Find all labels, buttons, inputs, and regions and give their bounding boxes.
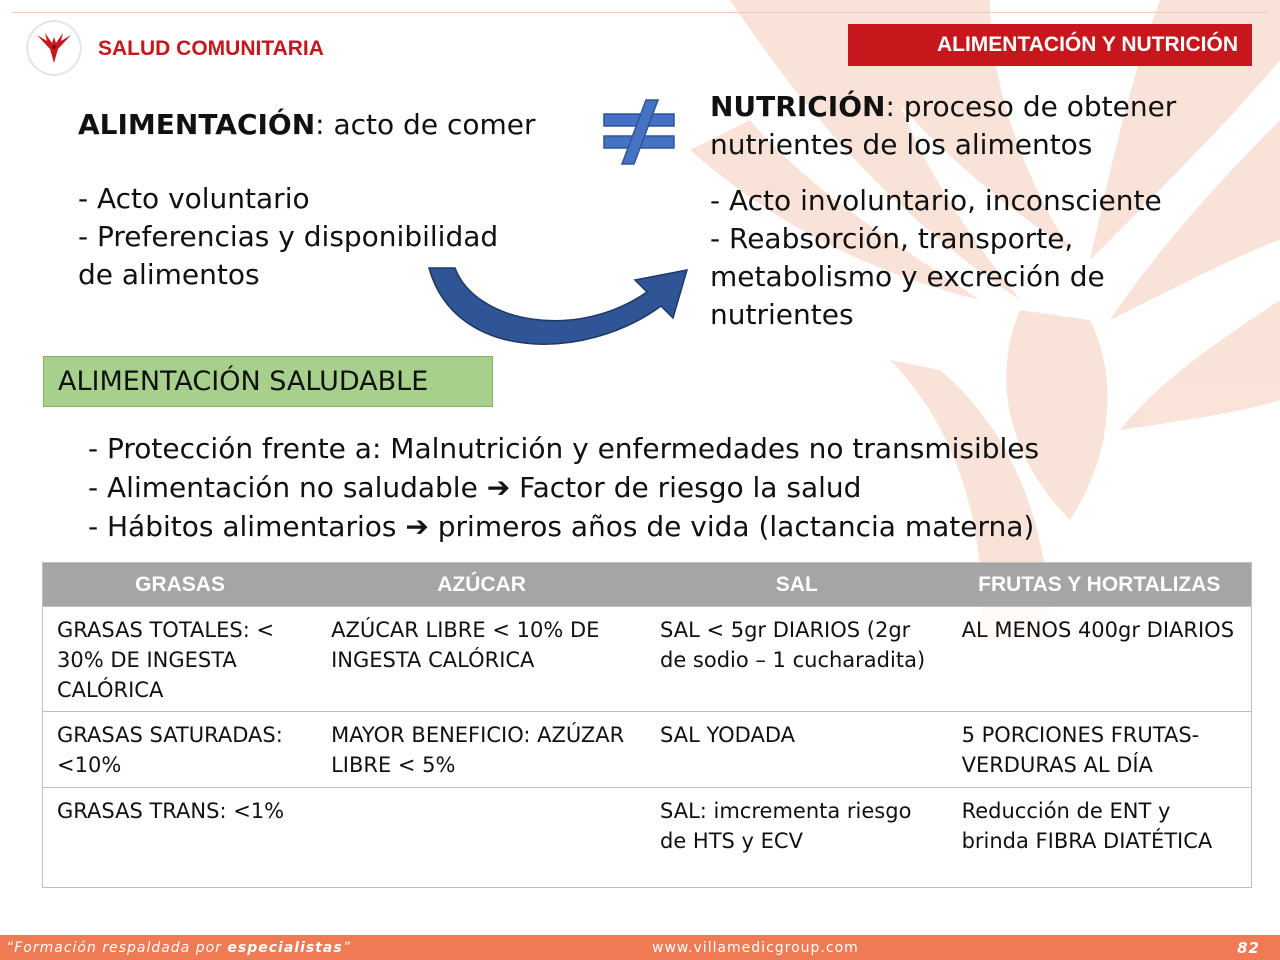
bullet-text-continued: primeros años de vida (lactancia materna) — [437, 510, 1035, 543]
nutrition-guidelines-table — [42, 562, 1252, 888]
table-cell: GRASAS SATURADAS: <10% — [43, 712, 318, 788]
table-cell: MAYOR BENEFICIO: AZÚZAR LIBRE < 5% — [317, 712, 646, 788]
nutricion-term: NUTRICIÓN — [710, 90, 886, 123]
footer-tagline-bold: especialistas — [227, 940, 343, 956]
nutricion-definition-line1: : proceso de obtener — [885, 90, 1177, 123]
footer-url[interactable]: www.villamedicgroup.com — [652, 940, 859, 956]
table-cell: AL MENOS 400gr DIARIOS — [948, 607, 1252, 712]
column-header: AZÚCAR — [317, 563, 646, 607]
column-header: FRUTAS Y HORTALIZAS — [948, 563, 1252, 607]
right-arrow-icon: ➔ — [486, 471, 511, 504]
list-item: de alimentos — [78, 258, 260, 291]
footer-bar — [0, 935, 1280, 960]
footer-tagline-prefix: “Formación respaldada por — [6, 940, 228, 956]
nutricion-definition-line2: nutrientes de los alimentos — [710, 128, 1093, 161]
list-item — [88, 468, 1039, 507]
alimentacion-term: ALIMENTACIÓN — [78, 108, 316, 141]
topic-banner — [848, 24, 1252, 66]
table-row — [43, 607, 1252, 712]
table-header-row — [43, 563, 1252, 607]
table-cell: GRASAS TOTALES: < 30% DE INGESTA CALÓRICA — [43, 607, 318, 712]
alimentacion-definition-text: : acto de comer — [315, 108, 536, 141]
header-rule — [12, 12, 1268, 14]
bullet-text: - Alimentación no saludable — [88, 471, 478, 504]
footer-tagline-suffix: ” — [342, 940, 351, 956]
curved-arrow-icon — [425, 262, 695, 352]
table-cell — [317, 788, 646, 888]
table-cell: AZÚCAR LIBRE < 10% DE INGESTA CALÓRICA — [317, 607, 646, 712]
table-cell: Reducción de ENT y brinda FIBRA DIATÉTICA — [948, 788, 1252, 888]
table-cell: SAL: imcrementa riesgo de HTS y ECV — [646, 788, 948, 888]
list-item — [88, 507, 1039, 546]
list-item — [88, 429, 1039, 468]
table-cell: SAL < 5gr DIARIOS (2gr de sodio – 1 cucharadita) — [646, 607, 948, 712]
list-item: nutrientes — [710, 298, 854, 331]
table-cell: 5 PORCIONES FRUTAS-VERDURAS AL DÍA — [948, 712, 1252, 788]
list-item: - Acto involuntario, inconsciente — [710, 184, 1162, 217]
table-row — [43, 788, 1252, 888]
phoenix-logo-icon — [35, 31, 73, 65]
alimentacion-saludable-title: ALIMENTACIÓN SALUDABLE — [58, 366, 429, 397]
right-arrow-icon: ➔ — [405, 510, 429, 543]
table-cell: SAL YODADA — [646, 712, 948, 788]
bullet-text-continued: Factor de riesgo la salud — [519, 471, 862, 504]
list-item: - Preferencias y disponibilidad — [78, 220, 499, 253]
alimentacion-definition — [78, 106, 536, 144]
saludable-bullets — [88, 429, 1039, 546]
bullet-text: - Hábitos alimentarios — [88, 510, 397, 543]
table-row — [43, 712, 1252, 788]
logo — [28, 22, 80, 74]
not-equal-icon — [602, 98, 676, 166]
column-header: SAL — [646, 563, 948, 607]
topic-title: ALIMENTACIÓN Y NUTRICIÓN — [936, 33, 1238, 56]
list-item: - Reabsorción, transporte, — [710, 222, 1074, 255]
page-number: 82 — [1237, 939, 1260, 957]
list-item: - Acto voluntario — [78, 182, 310, 215]
footer-tagline — [6, 940, 351, 956]
list-item: metabolismo y excreción de — [710, 260, 1105, 293]
table-cell: GRASAS TRANS: <1% — [43, 788, 318, 888]
bullet-text: - Protección frente a: Malnutrición y enfermedades no transmisibles — [88, 432, 1040, 465]
nutricion-points — [710, 182, 1270, 334]
nutricion-definition — [710, 88, 1250, 164]
brand-title: SALUD COMUNITARIA — [98, 37, 324, 60]
column-header: GRASAS — [43, 563, 318, 607]
alimentacion-saludable-box — [43, 356, 493, 407]
